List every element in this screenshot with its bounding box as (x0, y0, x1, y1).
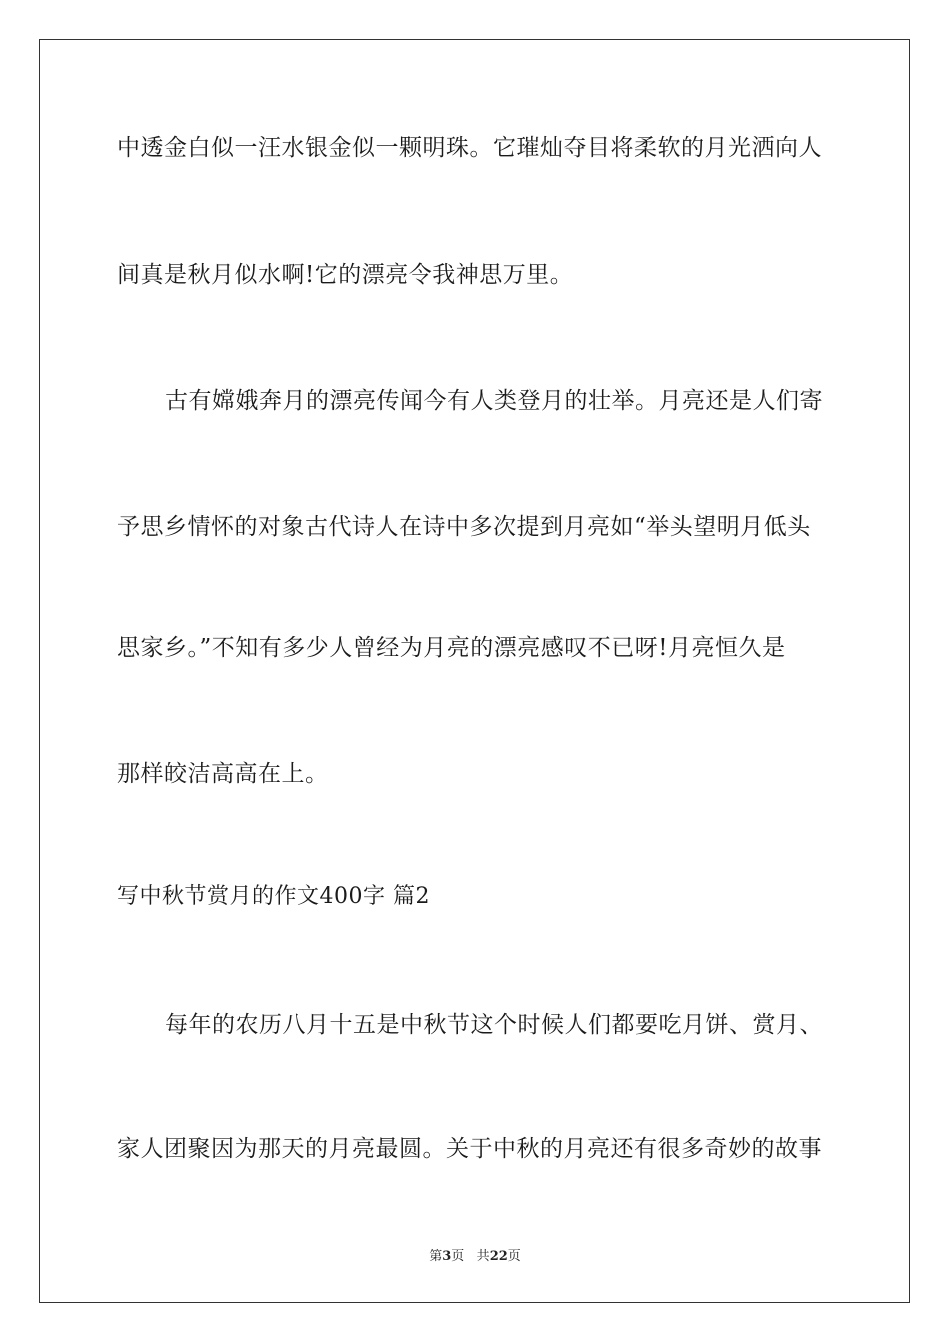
paragraph-line-5: 思家乡。”不知有多少人曾经为月亮的漂亮感叹不已呀!月亮恒久是 (117, 635, 786, 661)
section-heading: 写中秋节赏月的作文400字 篇2 (117, 884, 430, 909)
paragraph-line-1: 中透金白似一汪水银金似一颗明珠。它璀灿夺目将柔软的月光洒向人 (117, 135, 822, 161)
footer-total-suffix: 页 (507, 1249, 521, 1264)
footer-total-prefix: 共 (476, 1249, 490, 1264)
paragraph-line-4: 予思乡情怀的对象古代诗人在诗中多次提到月亮如“举头望明月低头 (117, 514, 811, 540)
footer-page-number: 3 (442, 1249, 452, 1264)
footer-total-pages: 22 (489, 1249, 508, 1264)
footer-page-suffix: 页 (451, 1249, 465, 1264)
page-footer (0, 1248, 950, 1266)
paragraph-line-7: 每年的农历八月十五是中秋节这个时候人们都要吃月饼、赏月、 (165, 1012, 823, 1038)
page-frame (39, 39, 910, 1303)
paragraph-line-8: 家人团聚因为那天的月亮最圆。关于中秋的月亮还有很多奇妙的故事 (117, 1136, 822, 1162)
footer-page-prefix: 第 (429, 1249, 443, 1264)
paragraph-line-6: 那样皎洁高高在上。 (117, 761, 329, 787)
paragraph-line-3: 古有嫦娥奔月的漂亮传闻今有人类登月的壮举。月亮还是人们寄 (165, 388, 823, 414)
paragraph-line-2: 间真是秋月似水啊!它的漂亮令我神思万里。 (117, 262, 574, 288)
